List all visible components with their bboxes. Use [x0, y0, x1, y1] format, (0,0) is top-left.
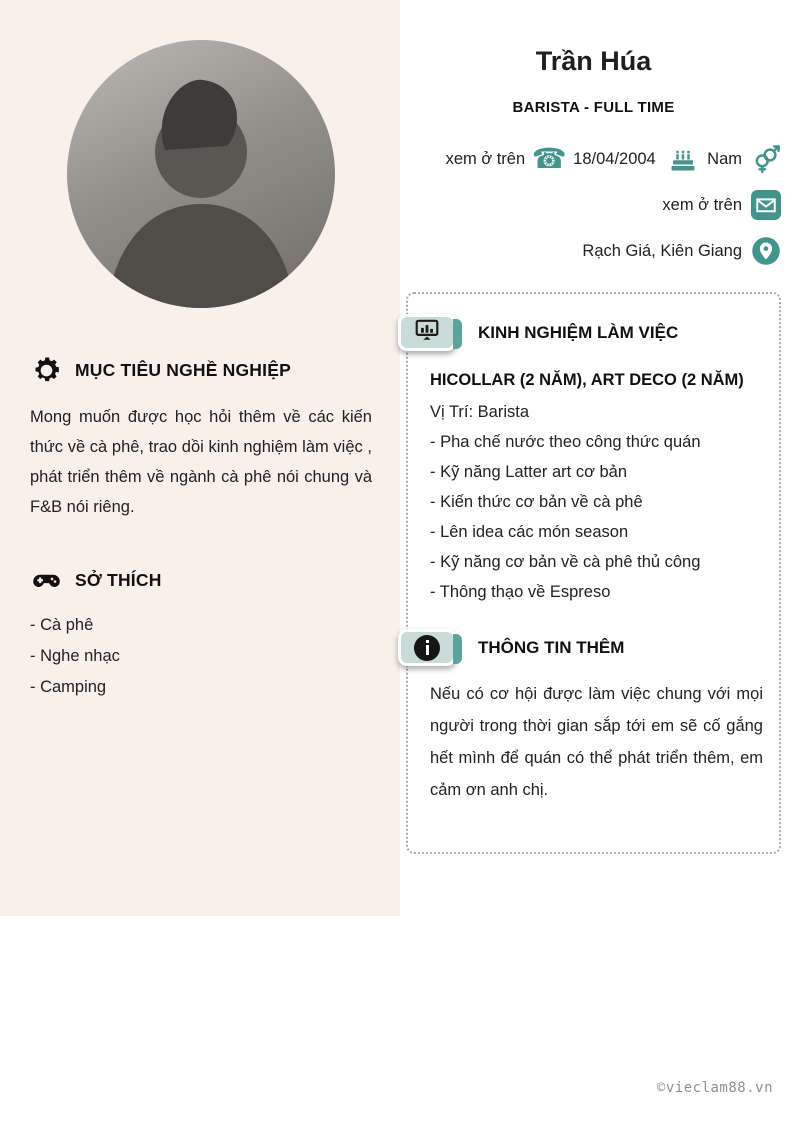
additional-header — [398, 629, 763, 666]
additional-badge — [398, 629, 456, 666]
list-item: - Camping — [30, 678, 107, 696]
experience-list — [430, 427, 763, 607]
cake-icon — [668, 144, 698, 174]
phone-icon — [534, 144, 564, 174]
photo-wrap — [30, 40, 372, 308]
phone-value: xem ở trên — [445, 149, 526, 168]
page-title: Trần Húa — [535, 46, 652, 76]
contact-row-primary — [406, 142, 781, 176]
experience-role: Vị Trí: Barista — [430, 403, 530, 421]
profile-photo — [67, 40, 335, 308]
portrait-silhouette — [67, 40, 335, 308]
info-icon — [414, 635, 440, 661]
address-value: Rạch Giá, Kiên Giang — [582, 241, 742, 260]
main-sections-box — [406, 292, 781, 854]
objective-title: MỤC TIÊU NGHỀ NGHIỆP — [75, 359, 291, 380]
list-item: - Nghe nhạc — [30, 647, 120, 665]
left-panel — [0, 0, 400, 916]
hobbies-header — [30, 564, 372, 596]
experience-title: KINH NGHIỆM LÀM VIỆC — [478, 322, 679, 342]
birthday-value: 18/04/2004 — [573, 150, 656, 168]
hobbies-title: SỞ THÍCH — [75, 569, 162, 590]
contact-row-email — [406, 188, 781, 222]
list-item: - Kỹ năng Latter art cơ bản — [430, 463, 628, 481]
additional-body: Nếu có cơ hội được làm việc chung với mọi người trong thời gian sắp tới em sẽ cố gắng hết mình để quán có thể phát triển thêm, em cảm ơn anh chị. — [430, 685, 763, 799]
mail-icon — [751, 190, 781, 220]
contact-row-address — [406, 234, 781, 268]
chart-icon — [414, 317, 440, 348]
experience-header — [398, 314, 763, 351]
experience-company: HICOLLAR (2 NĂM), ART DECO (2 NĂM) — [430, 371, 744, 389]
experience-badge — [398, 314, 456, 351]
hobby-list — [30, 610, 372, 703]
job-position: BARISTA - FULL TIME — [512, 99, 675, 116]
watermark: ©vieclam88.vn — [656, 1080, 773, 1096]
list-item: - Pha chế nước theo công thức quán — [430, 433, 701, 451]
objective-header — [30, 354, 372, 386]
list-item: - Kỹ năng cơ bản về cà phê thủ công — [430, 553, 701, 571]
gender-value: Nam — [707, 149, 742, 168]
objective-body: Mong muốn được học hỏi thêm về các kiến thức về cà phê, trao dồi kinh nghiệm làm việc , phát triển thêm về ngành cà phê nói chung và F&B nói riêng. — [30, 408, 372, 516]
gamepad-icon — [30, 564, 62, 596]
additional-title: THÔNG TIN THÊM — [478, 637, 625, 657]
list-item: - Kiến thức cơ bản về cà phê — [430, 493, 643, 511]
list-item: - Lên idea các món season — [430, 523, 629, 541]
location-icon — [751, 236, 781, 266]
gender-icon — [751, 144, 781, 174]
right-column — [400, 0, 795, 1140]
contact-block — [406, 142, 781, 268]
list-item: - Cà phê — [30, 616, 94, 634]
gear-icon — [30, 354, 62, 386]
email-value: xem ở trên — [662, 195, 742, 214]
list-item: - Thông thạo về Espreso — [430, 583, 611, 601]
